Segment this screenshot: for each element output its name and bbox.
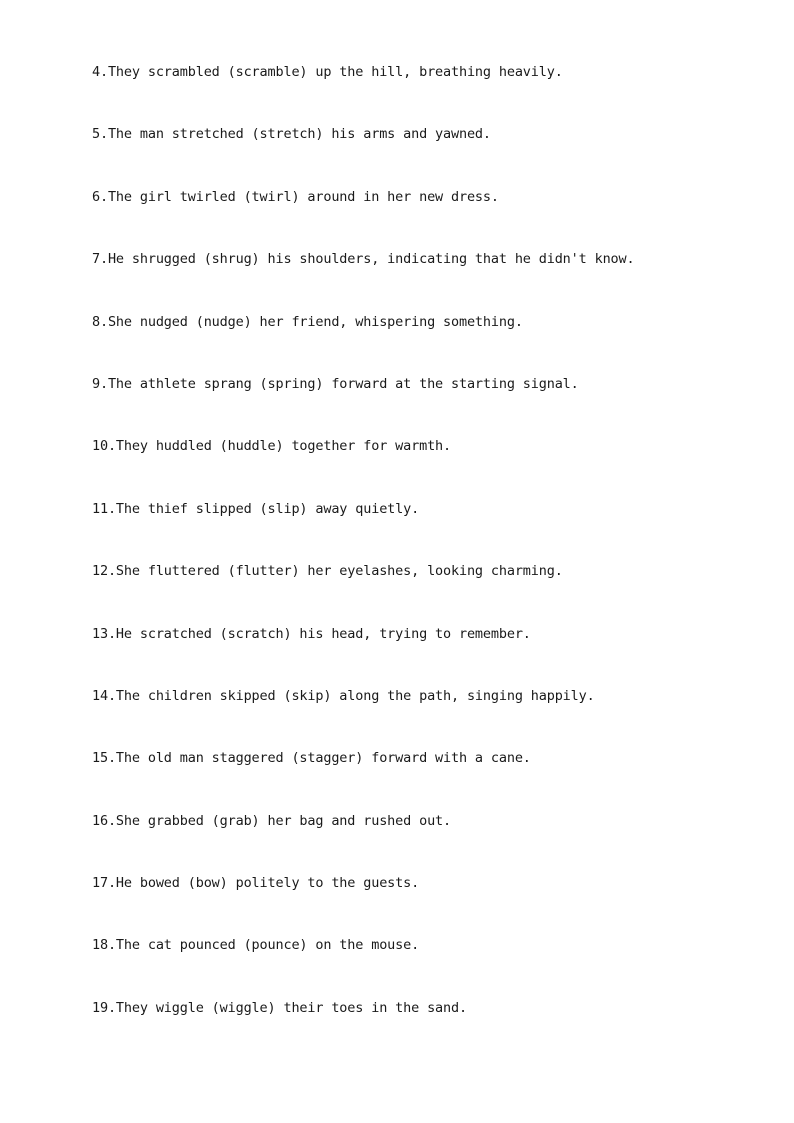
sentence-item: 9.The athlete sprang (spring) forward at the starting signal. — [92, 375, 579, 392]
sentence-item: 12.She fluttered (flutter) her eyelashes, looking charming. — [92, 563, 563, 580]
sentence-item: 11.The thief slipped (slip) away quietly. — [92, 500, 420, 517]
sentence-item: 15.The old man staggered (stagger) forward with a cane. — [92, 750, 531, 767]
sentence-item: 18.The cat pounced (pounce) on the mouse. — [92, 937, 420, 954]
sentence-item: 14.The children skipped (skip) along the path, singing happily. — [92, 687, 595, 704]
sentence-item: 4.They scrambled (scramble) up the hill, breathing heavily. — [92, 64, 563, 80]
sentence-item: 13.He scratched (scratch) his head, trying to remember. — [92, 625, 531, 642]
sentence-item: 6.The girl twirled (twirl) around in her new dress. — [92, 188, 499, 205]
sentence-item: 10.They huddled (huddle) together for warmth. — [92, 438, 451, 455]
sentence-item: 16.She grabbed (grab) her bag and rushed out. — [92, 812, 451, 829]
sentence-item: 19.They wiggle (wiggle) their toes in the sand. — [92, 999, 467, 1016]
sentence-item: 7.He shrugged (shrug) his shoulders, indicating that he didn't know. — [92, 251, 635, 268]
exercise-sentence-list — [92, 62, 732, 1060]
sentence-item: 8.She nudged (nudge) her friend, whispering something. — [92, 313, 523, 330]
sentence-item: 17.He bowed (bow) politely to the guests. — [92, 875, 420, 892]
sentence-item: 5.The man stretched (stretch) his arms and yawned. — [92, 126, 491, 143]
